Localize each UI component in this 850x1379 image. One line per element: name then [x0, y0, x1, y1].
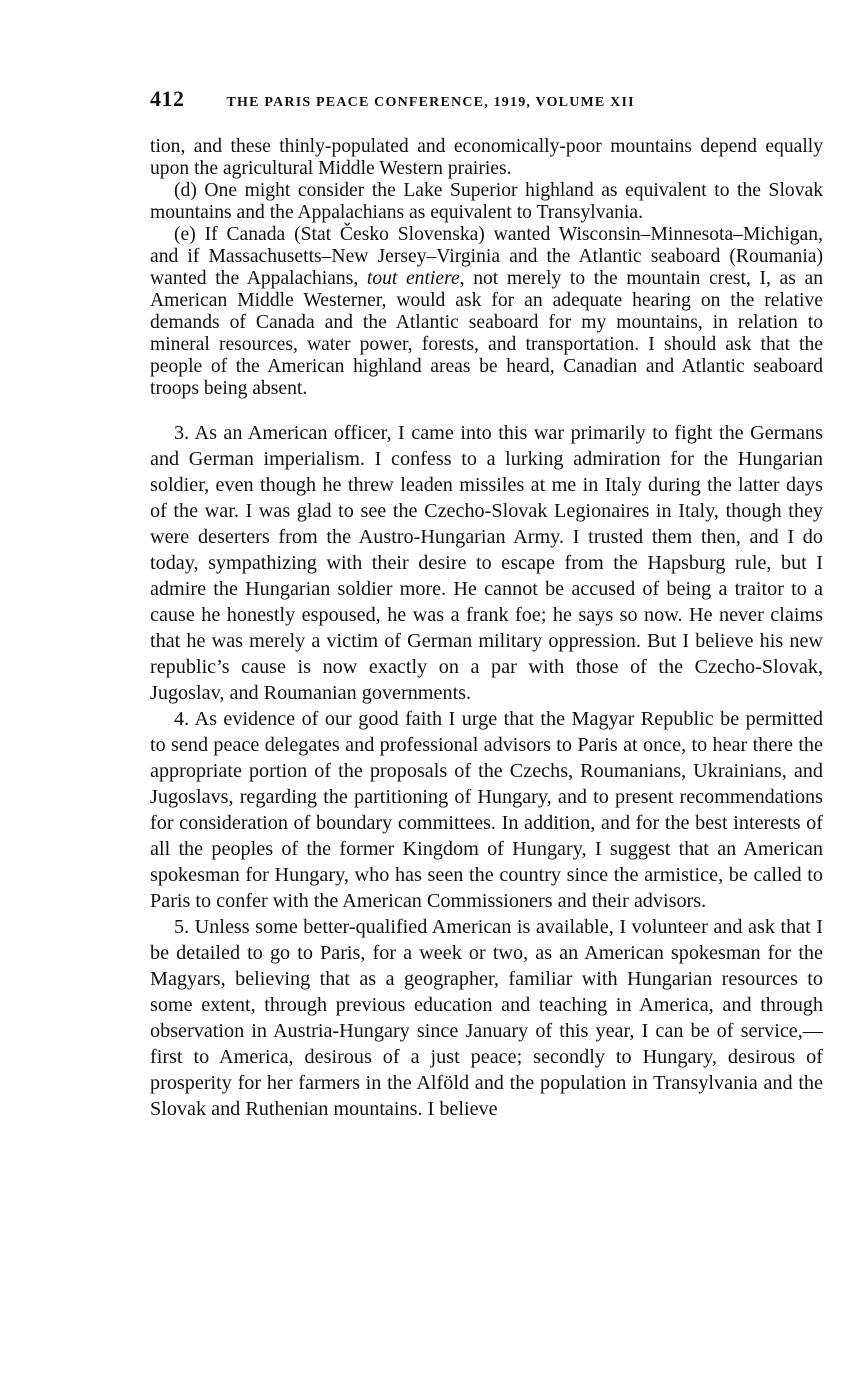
- paragraph-3: 3. As an American officer, I came into this war primarily to fight the Germans and German imperialism. I confess to a lurking admiration for the Hungarian soldier, even though he threw leaden missiles at me in Italy during the latter days of the war. I was glad to see the Czecho-Slovak Legionaires in Italy, though they were deserters from the Austro-Hungarian Army. I trusted them then, and I do today, sympathizing with their desire to escape from the Hapsburg rule, but I admire the Hungarian soldier more. He cannot be accused of being a traitor to a cause he honestly espoused, he was a frank foe; he says so now. He never claims that he was merely a victim of German military oppression. But I believe his new republic’s cause is now exactly on a par with those of the Czecho-Slovak, Jugoslav, and Roumanian governments.: [150, 422, 823, 704]
- paragraph-e-text-1: (e) If Canada (Stat Česko Slovenska) wanted Wisconsin–Minnesota–Michigan, and if Massachusetts–New Jersey–Virginia and the Atlantic seaboard (Roumania) wanted the Appalachians,: [150, 224, 823, 289]
- small-type-section: [150, 136, 823, 400]
- page-header: [150, 86, 823, 116]
- paragraph-continuation: tion, and these thinly-populated and economically-poor mountains depend equally upon the agricultural Middle Western prairies.: [150, 136, 823, 179]
- paragraph-5: 5. Unless some better-qualified American is available, I volunteer and ask that I be detailed to go to Paris, for a week or two, as an American spokesman for the Magyars, believing that as a geographer, familiar with Hungarian resources to some extent, through previous education and teaching in America, and through observation in Austria-Hungary since January of this year, I can be of service,—first to America, desirous of a just peace; secondly to Hungary, desirous of prosperity for her farmers in the Alföld and the population in Transylvania and the Slovak and Ruthenian mountains. I believe: [150, 916, 823, 1120]
- paragraph-e-text-2: , not merely to the mountain crest, I, as an American Middle Westerner, would ask for an adequate hearing on the relative demands of Canada and the Atlantic seaboard for my mountains, in relation to mineral resources, water power, forests, and transportation. I should ask that the people of the American highland areas be heard, Canadian and Atlantic seaboard troops being absent.: [150, 268, 823, 399]
- page-number: 412: [150, 86, 185, 111]
- paragraph-d: (d) One might consider the Lake Superior highland as equivalent to the Slovak mountains and the Appalachians as equivalent to Transylvania.: [150, 180, 823, 223]
- paragraph-4: 4. As evidence of our good faith I urge that the Magyar Republic be permitted to send peace delegates and professional advisors to Paris at once, to hear there the appropriate portion of the proposals of the Czechs, Roumanians, Ukrainians, and Jugoslavs, regarding the partitioning of Hungary, and to present recommendations for consideration of boundary committees. In addition, and for the best interests of all the peoples of the former Kingdom of Hungary, I suggest that an American spokesman for Hungary, who has seen the country since the armistice, be called to Paris to confer with the American Commissioners and their advisors.: [150, 708, 823, 912]
- main-type-section: [150, 420, 823, 1122]
- paragraph-e: [150, 224, 823, 400]
- running-title: THE PARIS PEACE CONFERENCE, 1919, VOLUME XII: [226, 95, 635, 110]
- document-page: [150, 86, 823, 1122]
- paragraph-e-italic: tout entiere: [366, 268, 460, 289]
